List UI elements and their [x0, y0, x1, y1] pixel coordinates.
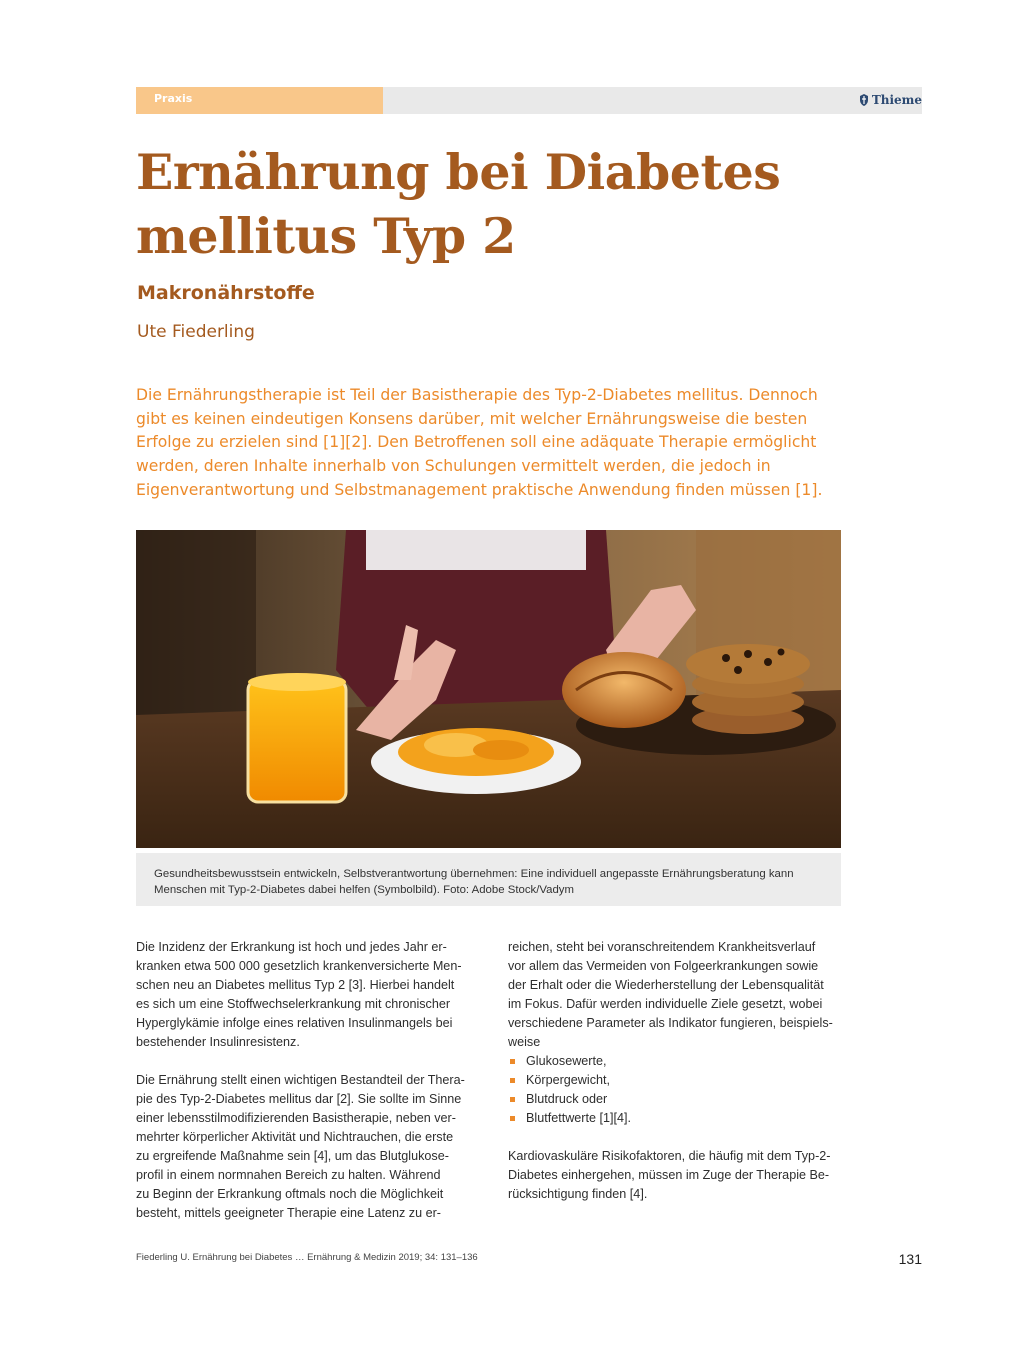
- body-column-left: [136, 938, 469, 1242]
- text-line: Diabetes einhergehen, müssen im Zuge der Therapie Be-: [508, 1168, 830, 1182]
- title-line-1: Ernährung bei Diabetes: [136, 143, 781, 201]
- text-line: profil in einem normnahen Bereich zu halten. Während: [136, 1168, 441, 1182]
- text-line: kranken etwa 500 000 gesetzlich krankenversicherte Men-: [136, 959, 462, 973]
- body-column-right: [508, 938, 841, 1223]
- parameter-list: [508, 1052, 841, 1128]
- text-line: rücksichtigung finden [4].: [508, 1187, 648, 1201]
- text-line: vor allem das Vermeiden von Folgeerkrankungen sowie: [508, 959, 819, 973]
- publisher-name: Thieme: [871, 93, 922, 107]
- lead-paragraph: Die Ernährungstherapie ist Teil der Basistherapie des Typ-2-Diabetes mellitus. Dennoch gibt es keinen eindeutigen Konsens darüber, mit welcher Ernährungsweise die besten Erfolge zu erzielen sind [1][2]. Den Betroffenen soll eine adäquate Therapie ermöglicht werden, deren Inhalte innerhalb von Schulungen vermittelt werden, die jedoch in Eigenverantwortung und Selbstmanagement praktische Anwendung finden müssen [1].: [136, 386, 823, 499]
- text-line: besteht, mittels geeigneter Therapie eine Latenz zu er-: [136, 1206, 441, 1220]
- list-item: Blutdruck oder: [508, 1090, 841, 1109]
- text-line: Kardiovaskuläre Risikofaktoren, die häufig mit dem Typ-2-: [508, 1149, 831, 1163]
- text-line: reichen, steht bei voranschreitendem Krankheitsverlauf: [508, 940, 816, 954]
- title-line-2: mellitus Typ 2: [136, 207, 516, 265]
- food-photo-illustration: [136, 530, 841, 848]
- list-item: Glukosewerte,: [508, 1052, 841, 1071]
- body-paragraph-3: [508, 938, 841, 1052]
- text-line: mehrter körperlicher Aktivität und Nichtrauchen, die erste: [136, 1130, 454, 1144]
- text-line: Die Ernährung stellt einen wichtigen Bestandteil der Thera-: [136, 1073, 465, 1087]
- text-line: pie des Typ-2-Diabetes mellitus dar [2]. Sie sollte im Sinne: [136, 1092, 462, 1106]
- text-line: schen neu an Diabetes mellitus Typ 2 [3]. Hierbei handelt: [136, 978, 455, 992]
- page-number: 131: [898, 1251, 922, 1267]
- text-line: zu Beginn der Erkrankung oftmals noch die Möglichkeit: [136, 1187, 444, 1201]
- text-line: zu ergreifende Maßnahme sein [4], um das Blutglukose-: [136, 1149, 449, 1163]
- list-item: Blutfettwerte [1][4].: [508, 1109, 841, 1128]
- article-subtitle: Makronährstoffe: [137, 282, 315, 304]
- text-line: im Fokus. Dafür werden individuelle Ziele gesetzt, wobei: [508, 997, 823, 1011]
- figure-caption: Gesundheitsbewusstsein entwickeln, Selbstverantwortung übernehmen: Eine individuell angepasste Ernährungsberatung kann Menschen mit Typ-2-Diabetes dabei helfen (Symbolbild). Foto: Adobe Stock/Vadym: [154, 868, 794, 896]
- thieme-emblem-icon: [859, 94, 869, 106]
- body-paragraph-2: [136, 1071, 469, 1223]
- footer-citation: Fiederling U. Ernährung bei Diabetes … Ernährung & Medizin 2019; 34: 131–136: [136, 1252, 478, 1263]
- text-line: der Erhalt oder die Wiederherstellung der Lebensqualität: [508, 978, 824, 992]
- text-line: bestehender Insulinresistenz.: [136, 1035, 300, 1049]
- text-line: verschiedene Parameter als Indikator fungieren, beispiels-: [508, 1016, 833, 1030]
- text-line: weise: [508, 1035, 541, 1049]
- body-paragraph-1: [136, 938, 469, 1052]
- publisher-logo: [859, 93, 922, 107]
- article-author: Ute Fiederling: [137, 322, 255, 342]
- body-paragraph-4: [508, 1147, 841, 1204]
- text-line: es sich um eine Stoffwechselerkrankung mit chronischer: [136, 997, 451, 1011]
- text-line: Die Inzidenz der Erkrankung ist hoch und jedes Jahr er-: [136, 940, 447, 954]
- article-photo: [136, 530, 841, 848]
- text-line: einer lebensstilmodifizierenden Basistherapie, neben ver-: [136, 1111, 456, 1125]
- list-item: Körpergewicht,: [508, 1071, 841, 1090]
- text-line: Hyperglykämie infolge eines relativen Insulinmangels bei: [136, 1016, 453, 1030]
- section-label: Praxis: [154, 92, 193, 105]
- article-title: [136, 140, 896, 268]
